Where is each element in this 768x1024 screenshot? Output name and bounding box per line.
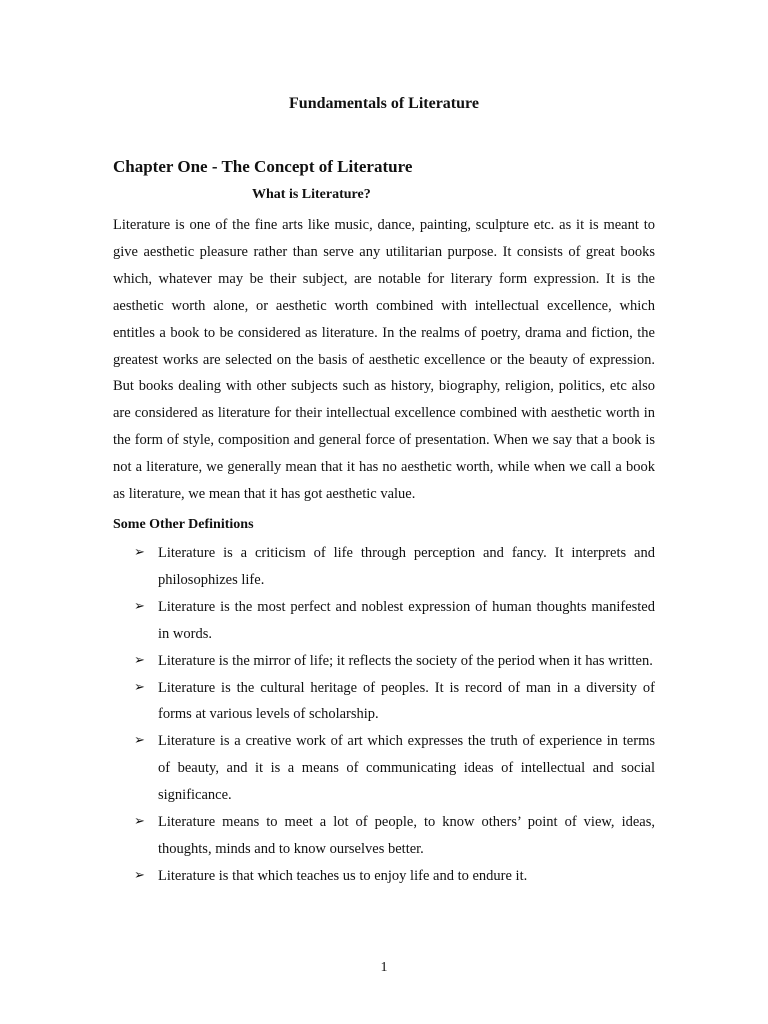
- list-item: [134, 809, 655, 863]
- definitions-heading: Some Other Definitions: [113, 517, 254, 532]
- list-item: [134, 728, 655, 809]
- definition-text: Literature is the most perfect and noblest expression of human thoughts manifested in words.: [158, 598, 655, 642]
- list-item: [134, 863, 655, 890]
- arrow-bullet-icon: ➢: [134, 545, 145, 560]
- arrow-bullet-icon: ➢: [134, 733, 145, 749]
- definition-text: Literature is that which teaches us to enjoy life and to endure it.: [158, 867, 528, 884]
- definitions-list: [134, 540, 655, 890]
- arrow-bullet-icon: ➢: [134, 814, 145, 830]
- list-item: [134, 648, 655, 675]
- list-item: [134, 675, 655, 729]
- page-number: 1: [380, 960, 388, 975]
- intro-paragraph: Literature is one of the fine arts like music, dance, painting, sculpture etc. as it is meant to give aesthetic pleasure rather than serve any utilitarian purpose. It consists of great books which, whatever may be their subject, are notable for literary form expression. It is the aesthetic worth alone, or aesthetic worth combined with intellectual excellence, which entitles a book to be considered as literature. In the realms of poetry, drama and fiction, the greatest works are selected on the basis of aesthetic excellence or the beauty of expression. But books dealing with other subjects such as history, biography, religion, politics, etc also are considered as literature for their intellectual excellence combined with aesthetic worth in the form of style, composition and general force of presentation. When we say that a book is not a literature, we generally mean that it has no aesthetic worth, while when we call a book as literature, we mean that it has got aesthetic value.: [113, 217, 655, 503]
- section-title: What is Literature?: [252, 187, 371, 202]
- definition-text: Literature is a criticism of life through perception and fancy. It interprets and philosophizes life.: [158, 545, 655, 588]
- arrow-bullet-icon: ➢: [134, 867, 145, 883]
- arrow-bullet-icon: ➢: [134, 652, 145, 668]
- definition-text: Literature is the mirror of life; it reflects the society of the period when it has written.: [158, 652, 653, 669]
- arrow-bullet-icon: ➢: [134, 598, 145, 614]
- document-title: Fundamentals of Literature: [289, 95, 479, 112]
- list-item: [134, 594, 655, 648]
- definition-text: Literature is a creative work of art which expresses the truth of experience in terms of beauty, and it is a means of communicating ideas of intellectual and social significance.: [158, 733, 655, 804]
- definition-text: Literature means to meet a lot of people, to know others’ point of view, ideas, thoughts, minds and to know ourselves better.: [158, 814, 655, 857]
- arrow-bullet-icon: ➢: [134, 679, 145, 695]
- chapter-title: Chapter One - The Concept of Literature: [113, 157, 413, 176]
- definition-text: Literature is the cultural heritage of peoples. It is record of man in a diversity of forms at various levels of scholarship.: [158, 679, 655, 723]
- list-item: [134, 540, 655, 594]
